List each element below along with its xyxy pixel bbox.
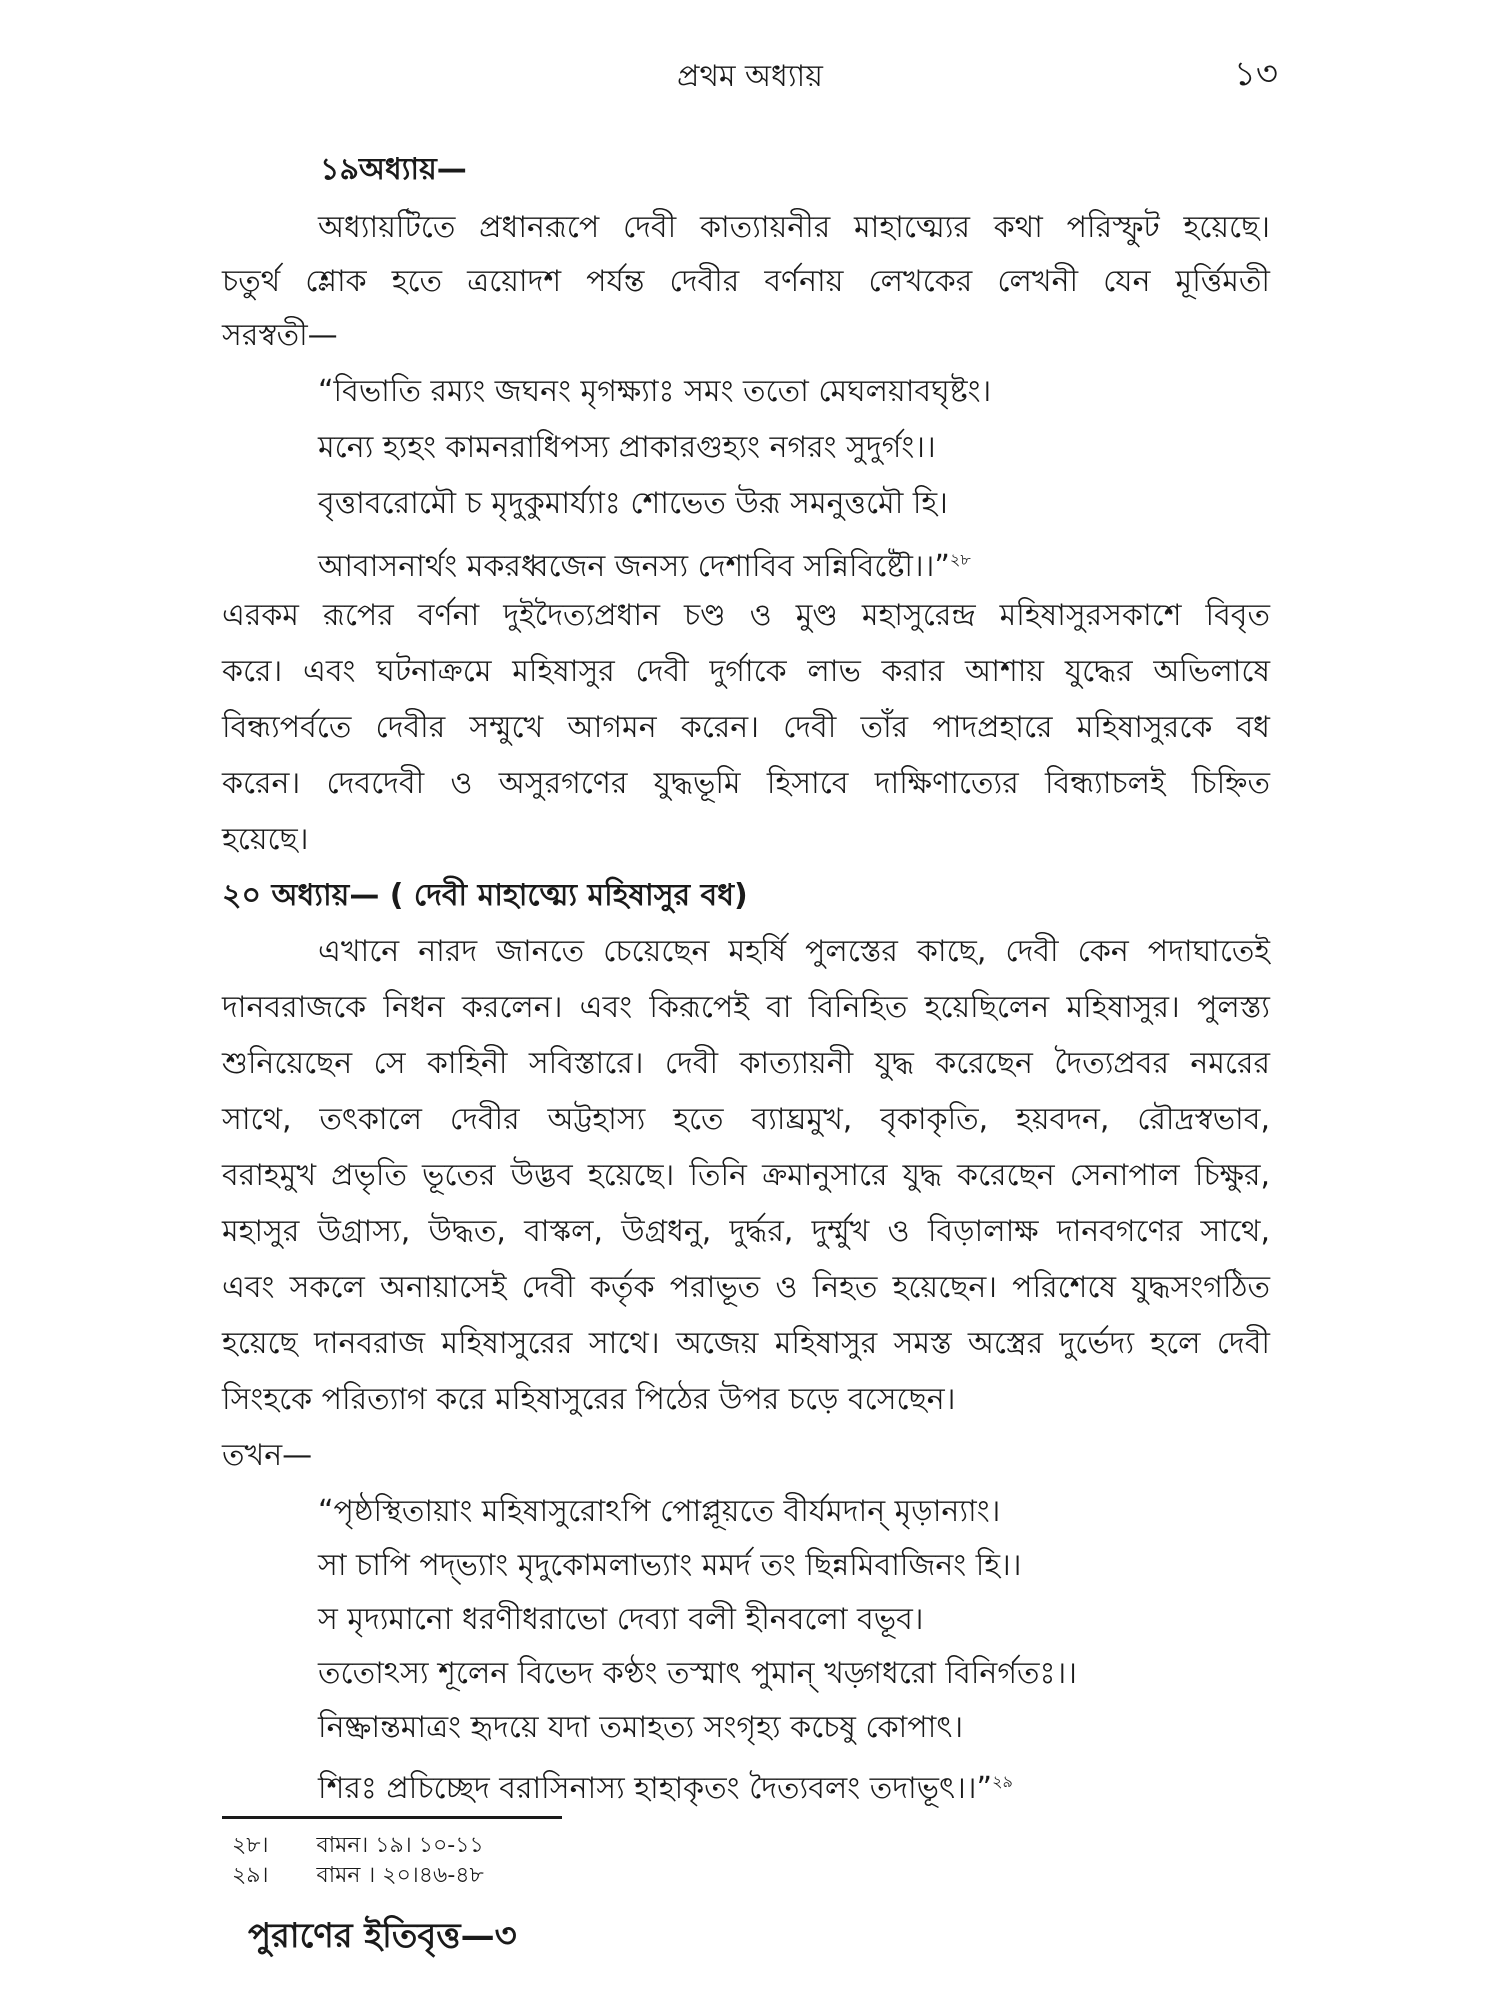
paragraph-line: সরস্বতী— — [222, 318, 338, 353]
footnote — [232, 1858, 484, 1895]
paragraph-line: এবং সকলে অনায়াসেই দেবী কর্তৃক পরাভূত ও নিহত হয়েছেন। পরিশেষে যুদ্ধসংগঠিত — [222, 1270, 1270, 1305]
page-number: ১৩ — [1233, 54, 1278, 94]
paragraph-line: করেন। দেবদেবী ও অসুরগণের যুদ্ধভূমি হিসাবে দাক্ষিণাত্যের বিন্ধ্যাচলই চিহ্নিত — [222, 766, 1270, 801]
paragraph-line: চতুর্থ শ্লোক হতে ত্রয়োদশ পর্যন্ত দেবীর বর্ণনায় লেখকের লেখনী যেন মূর্ত্তিমতী — [222, 264, 1270, 299]
paragraph-line: অধ্যায়টিতে প্রধানরূপে দেবী কাত্যায়নীর মাহাত্ম্যের কথা পরিস্ফুট হয়েছে। — [318, 210, 1270, 245]
verse-line — [318, 540, 971, 587]
paragraph-line: হয়েছে দানবরাজ মহিষাসুরের সাথে। অজেয় মহিষাসুর সমস্ত অস্ত্রের দুর্ভেদ্য হলে দেবী — [222, 1326, 1270, 1361]
paragraph-line: শুনিয়েছেন সে কাহিনী সবিস্তারে। দেবী কাত্যায়নী যুদ্ধ করেছেন দৈত্যপ্রবর নমরের — [222, 1046, 1270, 1081]
verse-line: মন্যে হ্যহং কামনরাধিপস্য প্রাকারগুহ্যং নগরং সুদুর্গং।। — [318, 430, 936, 465]
paragraph-line: তখন— — [222, 1438, 313, 1473]
paragraph-line: এখানে নারদ জানতে চেয়েছেন মহর্ষি পুলস্তের কাছে, দেবী কেন পদাঘাতেই — [318, 934, 1270, 969]
verse-text: আবাসনার্থং মকরধ্বজেন জনস্য দেশাবিব সন্নিবিষ্টৌ।।” — [318, 549, 950, 584]
paragraph-line: দানবরাজকে নিধন করলেন। এবং কিরূপেই বা বিনিহিত হয়েছিলেন মহিষাসুর। পুলস্ত্য — [222, 990, 1270, 1025]
footnote-source: বামন। ১৯। ১০-১১ — [316, 1833, 484, 1858]
chapter-20-heading: ২০ অধ্যায়— ( দেবী মাহাত্ম্যে মহিষাসুর বধ) — [222, 878, 748, 913]
paragraph-line: মহাসুর উগ্রাস্য, উদ্ধত, বাস্কল, উগ্রধনু, দুর্দ্ধর, দুর্ম্মুখ ও বিড়ালাক্ষ দানবগণের সাথে, — [222, 1214, 1270, 1249]
verse-line: বৃত্তাবরোমৌ চ মৃদুকুমার্য্যাঃ শোভেত উরূ সমনুত্তমৌ হি। — [318, 486, 948, 521]
footnote-ref: ২৯ — [992, 1772, 1013, 1791]
verse-line: সা চাপি পদ্‌ভ্যাং মৃদুকোমলাভ্যাং মমর্দ তং ছিন্নমিবাজিনং হি।। — [318, 1548, 1022, 1583]
chapter-19-heading: ১৯অধ্যায়— — [320, 152, 467, 187]
paragraph-line: করে। এবং ঘটনাক্রমে মহিষাসুর দেবী দুর্গাকে লাভ করার আশায় যুদ্ধের অভিলাষে — [222, 654, 1270, 689]
footnote-source: বামন । ২০।৪৬-৪৮ — [316, 1863, 484, 1888]
footnote-divider — [222, 1816, 562, 1819]
running-header: প্রথম অধ্যায় — [677, 59, 823, 94]
paragraph-line: সিংহকে পরিত্যাগ করে মহিষাসুরের পিঠের উপর চড়ে বসেছেন। — [222, 1382, 956, 1417]
verse-line: নিষ্ক্রান্তমাত্রং হৃদয়ে যদা তমাহত্য সংগৃহ্য কচেষু কোপাৎ। — [318, 1710, 964, 1745]
verse-line: ততোঽস্য শূলেন বিভেদ কণ্ঠং তস্মাৎ পুমান্ খড়্গধরো বিনির্গতঃ।। — [318, 1656, 1077, 1691]
footer-book-title: পুরাণের ইতিবৃত্ত—৩ — [248, 1916, 517, 1956]
verse-line: “বিভাতি রম্যং জঘনং মৃগক্ষ্যাঃ সমং ততো মেঘলয়াবঘৃষ্টং। — [318, 374, 992, 409]
paragraph-line: বরাহমুখ প্রভৃতি ভূতের উদ্ভব হয়েছে। তিনি ক্রমানুসারে যুদ্ধ করেছেন সেনাপাল চিক্ষুর, — [222, 1158, 1270, 1193]
paragraph-line: হয়েছে। — [222, 822, 309, 857]
footnote-number: ২৯। — [232, 1863, 269, 1888]
verse-text: শিরঃ প্রচিচ্ছেদ বরাসিনাস্য হাহাকৃতং দৈত্যবলং তদাভূৎ।।” — [318, 1771, 993, 1806]
paragraph-line: বিন্ধ্যপর্বতে দেবীর সম্মুখে আগমন করেন। দেবী তাঁর পাদপ্রহারে মহিষাসুরকে বধ — [222, 710, 1270, 745]
verse-line — [318, 1762, 1013, 1809]
footnote-number: ২৮। — [232, 1833, 269, 1858]
verse-line: “পৃষ্ঠস্থিতায়াং মহিষাসুরোঽপি পোপ্লূয়তে বীর্যমদান্ মৃড়ান্যাং। — [318, 1494, 1001, 1529]
verse-line: স মৃদ্যমানো ধরণীধরাভো দেব্যা বলী হীনবলো বভূব। — [318, 1602, 924, 1637]
paragraph-line: সাথে, তৎকালে দেবীর অট্টহাস্য হতে ব্যাঘ্রমুখ, বৃকাকৃতি, হয়বদন, রৌদ্রস্বভাব, — [222, 1102, 1270, 1137]
paragraph-line: এরকম রূপের বর্ণনা দুইদৈত্যপ্রধান চণ্ড ও মুণ্ড মহাসুরেন্দ্র মহিষাসুরসকাশে বিবৃত — [222, 598, 1270, 633]
footnote-ref: ২৮ — [949, 550, 971, 569]
